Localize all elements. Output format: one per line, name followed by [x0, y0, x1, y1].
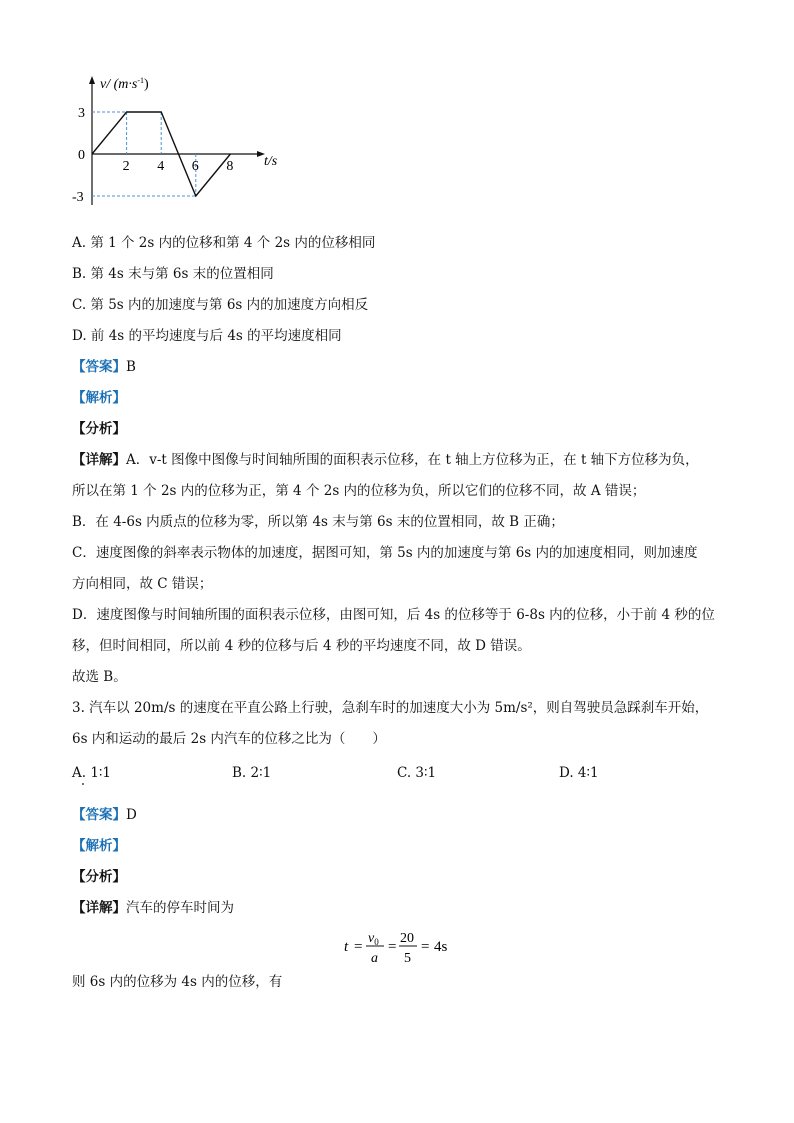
y-tick-label: 0	[78, 148, 85, 163]
x-tick-label: 6	[191, 159, 199, 174]
q3-analysis-tag: 【解析】	[72, 838, 126, 854]
q2-option-d: D. 前 4s 的平均速度与后 4s 的平均速度相同	[72, 328, 342, 344]
detail-text: A．v-t 图像中图像与时间轴所围的面积表示位移，在 t 轴上方位移为正，在 t 轴下方位移为负，	[126, 452, 699, 468]
formula-den2: 5	[404, 951, 411, 966]
q2-detail-line-5: 方向相同，故 C 错误；	[72, 576, 213, 592]
detail-tag: 【详解】	[72, 900, 126, 916]
q3-detail-line	[72, 898, 234, 918]
formula-num2: 20	[400, 931, 414, 946]
q3-option-d: D. 4∶1	[559, 765, 599, 781]
q3-option-a: A. 1∶1	[72, 765, 112, 781]
stop-time-formula	[342, 924, 472, 970]
q2-option-c: C. 第 5s 内的加速度与第 6s 内的加速度方向相反	[72, 297, 369, 313]
y-tick-label: 3	[78, 106, 85, 121]
x-axis-label: t/s	[264, 154, 278, 169]
q3-stem-line-1: 3. 汽车以 20m/s 的速度在平直公路上行驶，急刹车时的加速度大小为 5m/s²，则自驾驶员急踩刹车开始，	[72, 700, 709, 716]
formula-den1: a	[371, 951, 378, 966]
q2-detail-line-4: C．速度图像的斜率表示物体的加速度，据图可知，第 5s 内的加速度与第 6s 内的加速度相同，则加速度	[72, 545, 698, 561]
q3-final-line: 则 6s 内的位移为 4s 内的位移，有	[72, 974, 283, 990]
q3-option-b: B. 2∶1	[232, 765, 272, 781]
answer-value: B	[126, 359, 136, 375]
x-tick-label: 8	[226, 159, 234, 174]
q3-fenxi-tag: 【分析】	[72, 869, 126, 885]
formula-num1: $v_0$	[368, 931, 379, 947]
velocity-time-graph	[70, 70, 300, 210]
q3-options	[72, 765, 732, 785]
equals-1: =	[354, 939, 363, 955]
y-tick-label: -3	[72, 190, 84, 205]
q2-detail-line-6: D．速度图像与时间轴所围的面积表示位移，由图可知，后 4s 的位移等于 6-8s 内的位移，小于前 4 秒的位	[72, 607, 715, 623]
q2-analysis-tag: 【解析】	[72, 390, 126, 406]
stray-dot	[82, 783, 84, 785]
q2-conclusion: 故选 B。	[72, 669, 127, 685]
q2-detail-line-3: B．在 4-6s 内质点的位移为零，所以第 4s 末与第 6s 末的位置相同，故 B 正确；	[72, 514, 564, 530]
q3-stem-line-2: 6s 内和运动的最后 2s 内汽车的位移之比为（ ）	[72, 731, 386, 747]
x-tick-label: 4	[157, 159, 165, 174]
q2-answer	[72, 357, 136, 377]
q2-detail-line-7: 移，但时间相同，所以前 4 秒的位移与后 4 秒的平均速度不同，故 D 错误。	[72, 638, 531, 654]
y-axis-label: v/ $(m\cdot s^{-1})$	[100, 76, 149, 92]
answer-value: D	[126, 807, 137, 823]
q2-detail-line-1	[72, 450, 732, 470]
q2-option-a: A. 第 1 个 2s 内的位移和第 4 个 2s 内的位移相同	[72, 235, 376, 251]
q2-option-b: B. 第 4s 末与第 6s 末的位置相同	[72, 266, 274, 282]
q2-detail-line-2: 所以在第 1 个 2s 内的位移为正，第 4 个 2s 内的位移为负，所以它们的位移不同，故 A 错误；	[72, 483, 646, 499]
q2-fenxi-tag: 【分析】	[72, 421, 126, 437]
detail-text: 汽车的停车时间为	[126, 900, 234, 916]
x-tick-label: 2	[122, 159, 130, 174]
y-axis-arrow	[89, 76, 95, 84]
detail-tag: 【详解】	[72, 452, 126, 468]
answer-tag: 【答案】	[72, 807, 126, 823]
q3-option-c: C. 3∶1	[397, 765, 437, 781]
formula-result: 4s	[434, 939, 448, 955]
equals-2: =	[388, 939, 397, 955]
equals-3: =	[421, 939, 430, 955]
answer-tag: 【答案】	[72, 359, 126, 375]
q3-answer	[72, 805, 137, 825]
formula-lhs: t	[344, 939, 349, 955]
